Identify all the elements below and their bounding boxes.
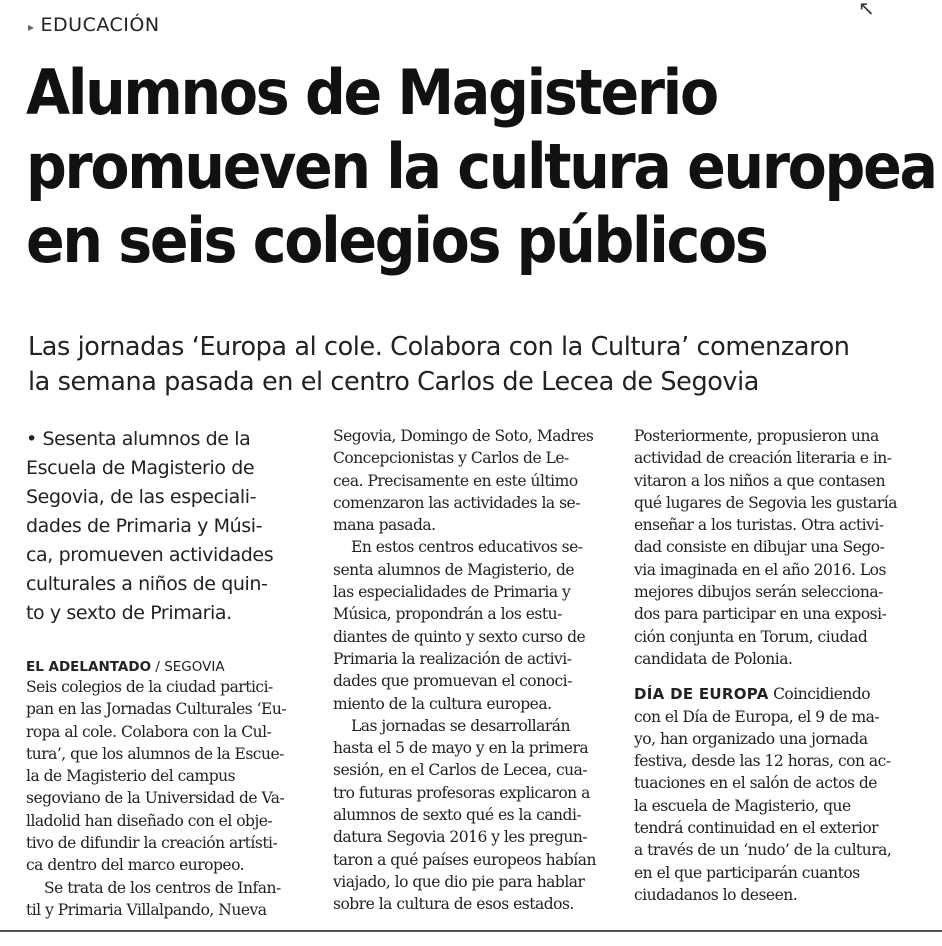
body-line: actividad de creación literaria e in-	[634, 449, 892, 468]
body-line: lladolid han diseñado con el obje-	[26, 811, 273, 830]
body-line: candidata de Polonia.	[634, 649, 793, 668]
lead-line: to y sexto de Primaria.	[26, 602, 232, 624]
lead-line: dades de Primaria y Músi-	[26, 515, 263, 537]
body-line: til y Primaria Villalpando, Nueva	[26, 900, 267, 919]
body-line: tro futuras profesoras explicaron a	[333, 783, 590, 802]
body-line: Segovia, Domingo de Soto, Madres	[333, 427, 594, 445]
body-line	[634, 683, 914, 705]
body-text: Coincidiendo	[768, 685, 871, 704]
body-line: pan en las Jornadas Culturales ‘Eu-	[26, 700, 287, 719]
body-line: cea. Precisamente en este último	[333, 471, 578, 490]
body-line: tivo de difundir la creación artísti-	[26, 834, 278, 853]
headline-line: promueven la cultura europea	[26, 130, 936, 203]
byline	[26, 658, 306, 676]
paragraph-gap	[634, 670, 914, 683]
body-line: hasta el 5 de mayo y en la primera	[333, 739, 589, 758]
subhead-line: Las jornadas ‘Europa al cole. Colabora con la Cultura’ comenzaron	[28, 332, 850, 362]
body-line: sesión, en el Carlos de Lecea, cua-	[333, 761, 588, 780]
headline	[26, 56, 936, 278]
body-line: las especialidades de Primaria y	[333, 583, 571, 602]
body-line: vitaron a los niños a que contasen	[634, 471, 886, 490]
column-3	[634, 425, 914, 906]
body-line: comenzaron las actividades la se-	[333, 493, 580, 512]
body-line: Seis colegios de la ciudad partici-	[26, 678, 273, 696]
lead-line: culturales a niños de quin-	[26, 573, 268, 595]
body-line: dades que promuevan el conoci-	[333, 672, 572, 691]
column-1	[26, 425, 306, 921]
subhead-line: la semana pasada en el centro Carlos de Lecea de Segovia	[28, 367, 760, 397]
lead-line: Segovia, de las especiali-	[26, 486, 257, 508]
body-line: sobre la cultura de esos estados.	[333, 895, 574, 914]
body-line: ciudadanos lo deseen.	[634, 885, 798, 904]
body-line: datura Segovia 2016 y les pregun-	[333, 828, 588, 847]
lead-line: ca, promueven actividades	[26, 544, 274, 566]
byline-source: EL ADELANTADO	[26, 659, 152, 675]
body-line: alumnos de sexto qué es la candi-	[333, 806, 582, 825]
body-line: tuaciones en el salón de actos de	[634, 774, 877, 793]
body-line: Las jornadas se desarrollarán	[351, 716, 571, 735]
body-line: a través de un ‘nudo’ de la cultura,	[634, 841, 892, 860]
body-line: tura’, que los alumnos de la Escue-	[26, 744, 284, 763]
body-line: via imaginada en el año 2016. Los	[634, 560, 886, 579]
body-line: mejores dibujos serán selecciona-	[634, 583, 883, 602]
body-line: Concepcionistas y Carlos de Le-	[333, 449, 569, 468]
body-line: enseñar a los turistas. Otra activi-	[634, 516, 884, 535]
body-line: la escuela de Magisterio, que	[634, 796, 851, 815]
body-line: Posteriormente, propusieron una	[634, 427, 879, 445]
headline-line: en seis colegios públicos	[26, 204, 767, 277]
body-line: ca dentro del marco europeo.	[26, 856, 245, 875]
section-marker-icon: ▸	[28, 20, 35, 34]
body-line: dos para participar en una exposi-	[634, 605, 887, 624]
body-line: qué lugares de Segovia les gustaría	[634, 493, 897, 512]
lead-summary	[26, 425, 306, 628]
article-paragraph	[26, 676, 306, 921]
inline-subheading: DÍA DE EUROPA	[634, 685, 769, 704]
headline-line: Alumnos de Magisterio	[26, 56, 717, 129]
body-line: Primaria la realización de activi-	[333, 649, 572, 668]
section-title: EDUCACIÓN	[40, 14, 160, 36]
body-line: yo, han organizado una jornada	[634, 729, 868, 748]
column-2	[333, 425, 611, 916]
body-line: Música, propondrán a los estu-	[333, 605, 562, 624]
body-line: ropa al cole. Colabora con la Cul-	[26, 722, 272, 741]
body-line: segoviano de la Universidad de Va-	[26, 789, 285, 808]
lead-line: • Sesenta alumnos de la	[26, 428, 251, 450]
section-label	[28, 14, 160, 36]
byline-place: SEGOVIA	[164, 659, 225, 675]
body-line: mana pasada.	[333, 516, 436, 535]
body-line: Se trata de los centros de Infan-	[44, 878, 281, 897]
body-line: diantes de quinto y sexto curso de	[333, 627, 586, 646]
bottom-rule	[0, 930, 942, 932]
body-line: ción conjunta en Torum, ciudad	[634, 627, 868, 646]
body-line: senta alumnos de Magisterio, de	[333, 560, 575, 579]
body-line: en el que participarán cuantos	[634, 863, 860, 882]
subheadline	[28, 330, 928, 400]
body-line: tendrá continuidad en el exterior	[634, 819, 879, 838]
pen-mark-icon: ↖	[858, 0, 875, 20]
article-paragraph	[333, 425, 611, 916]
body-line: miento de la cultura europea.	[333, 694, 552, 713]
byline-separator: /	[151, 659, 165, 675]
body-line: festiva, desde las 12 horas, con ac-	[634, 752, 891, 771]
body-line: taron a qué países europeos habían	[333, 850, 596, 869]
body-line: viajado, lo que dio pie para hablar	[333, 872, 585, 891]
body-line: En estos centros educativos se-	[351, 538, 583, 557]
article-paragraph	[634, 425, 914, 906]
lead-line: Escuela de Magisterio de	[26, 457, 255, 479]
body-line: la de Magisterio del campus	[26, 767, 236, 786]
body-line: con el Día de Europa, el 9 de ma-	[634, 707, 880, 726]
body-line: dad consiste en dibujar una Sego-	[634, 538, 885, 557]
